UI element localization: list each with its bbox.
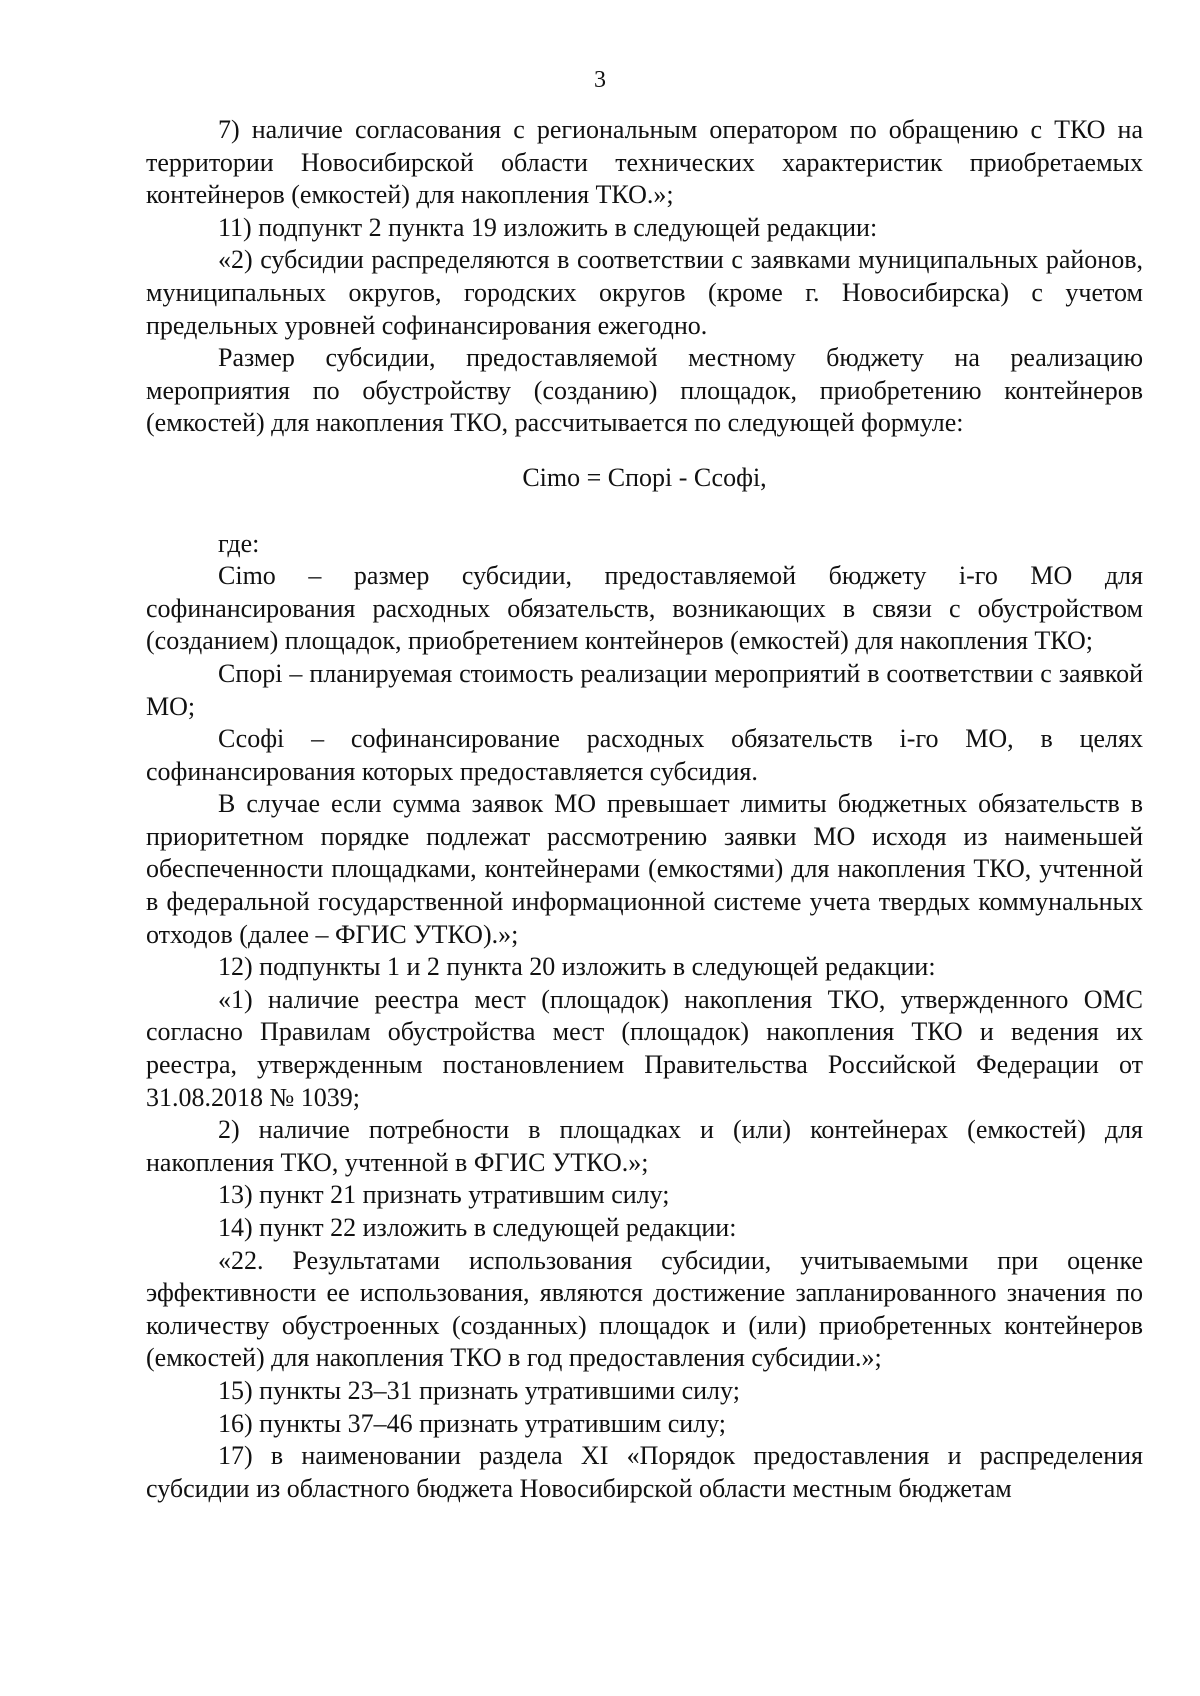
formula: Cimo = Спорi - Ссофi, [522,462,767,492]
paragraph-item-17: 17) в наименовании раздела XI «Порядок предоставления и распределения субсидии из областного бюджета Новосибирской области местным бюджетам [146,1441,1143,1503]
paragraph-item-15: 15) пункты 23–31 признать утратившими силу; [218,1375,740,1405]
paragraph-item-11: 11) подпункт 2 пункта 19 изложить в следующей редакции: [218,212,878,242]
paragraph-where: где: [218,528,260,558]
paragraph-item-14: 14) пункт 22 изложить в следующей редакции: [218,1213,737,1242]
paragraph-item-7: 7) наличие согласования с региональным оператором по обращению с ТКО на территории Новосибирской области технических характеристик приобретаемых контейнеров (емкостей) для накопления ТКО.»; [146,115,1143,210]
paragraph-quote-2: «2) субсидии распределяются в соответствии с заявками муниципальных районов, муниципальных округов, городских округов (кроме г. Новосибирска) с учетом предельных уровней софинансирования ежегодно. [146,245,1143,340]
paragraph-item-13: 13) пункт 21 признать утратившим силу; [218,1180,670,1210]
document-body [146,114,1143,1505]
paragraph-subsidy-size: Размер субсидии, предоставляемой местному бюджету на реализацию мероприятия по обустройству (созданию) площадок, приобретению контейнеров (емкостей) для накопления ТКО, рассчитывается по следующей формуле: [146,343,1143,438]
page-number: 3 [594,67,606,93]
paragraph-priority: В случае если сумма заявок МО превышает лимиты бюджетных обязательств в приоритетном порядке подлежат рассмотрению заявки МО исходя из наименьшей обеспеченности площадками, контейнерами (емкостями) для накопления ТКО, учтенной в федеральной государственной информационной системе учета твердых коммунальных отходов (далее – ФГИС УТКО).»; [146,789,1143,949]
paragraph-quote-1: «1) наличие реестра мест (площадок) накопления ТКО, утвержденного ОМС согласно Правилам обустройства мест (площадок) накопления ТКО и ведения их реестра, утвержденным постановлением Правительства Российской Федерации от 31.08.2018 № 1039; [146,984,1143,1112]
paragraph-def-ssofi: Ссофi – софинансирование расходных обязательств i-го МО, в целях софинансирования которых предоставляется субсидия. [146,724,1143,786]
paragraph-quote-22: «22. Результатами использования субсидии, учитываемыми при оценке эффективности ее использования, являются достижение запланированного значения по количеству обустроенных (созданных) площадок и (или) приобретенных контейнеров (емкостей) для накопления ТКО в год предоставления субсидии.»; [146,1245,1143,1373]
paragraph-item-12: 12) подпункты 1 и 2 пункта 20 изложить в следующей редакции: [218,952,936,982]
paragraph-quote-2b: 2) наличие потребности в площадках и (или) контейнерах (емкостей) для накопления ТКО, учтенной в ФГИС УТКО.»; [146,1115,1143,1177]
paragraph-def-spori: Спорi – планируемая стоимость реализации мероприятий в соответствии с заявкой МО; [146,658,1143,721]
paragraph-item-16: 16) пункты 37–46 признать утратившим силу; [218,1408,727,1438]
paragraph-def-cimo: Cimo – размер субсидии, предоставляемой бюджету i-го МО для софинансирования расходных обязательств, возникающих в связи с обустройством (созданием) площадок, приобретением контейнеров (емкостей) для накопления ТКО; [146,561,1143,656]
